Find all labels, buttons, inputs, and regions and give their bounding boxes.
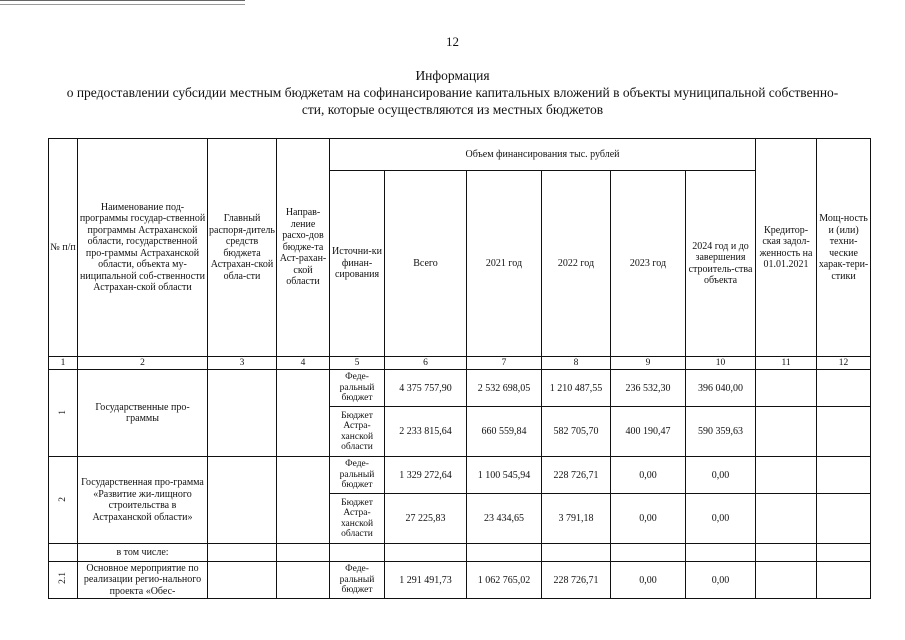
header-total: Всего [385,171,467,357]
y2022-cell: 3 791,18 [542,494,611,544]
header-debt: Кредитор-ская задол-женность на 01.01.2021 [756,139,817,357]
empty-cell [817,544,871,562]
row-number-text: 1 [57,409,68,415]
colnum-11: 11 [756,357,817,370]
header-2024: 2024 год и до завершения строитель-ства объекта [686,171,756,357]
capacity-cell [817,457,871,494]
y2021-cell: 23 434,65 [467,494,542,544]
debt-cell [756,457,817,494]
y2023-cell: 0,00 [611,494,686,544]
header-2023: 2023 год [611,171,686,357]
y2023-cell: 236 532,30 [611,370,686,407]
colnum-7: 7 [467,357,542,370]
source-cell: Феде-ральный бюджет [330,370,385,407]
empty-cell [542,544,611,562]
colnum-1: 1 [49,357,78,370]
empty-cell [686,544,756,562]
colnum-10: 10 [686,357,756,370]
table-row [49,562,871,599]
header-row-1 [49,139,871,171]
row-name: Государственная про-грамма «Развитие жи-лищного строительства в Астраханской области» [78,457,208,544]
capacity-cell [817,407,871,457]
source-cell: Бюджет Астра-ханской области [330,407,385,457]
colnum-5: 5 [330,357,385,370]
title-line-1: Информация [415,68,490,83]
y2021-cell: 660 559,84 [467,407,542,457]
y2023-cell: 400 190,47 [611,407,686,457]
source-cell: Феде-ральный бюджет [330,562,385,599]
row-manager [208,457,277,544]
header-source: Источни-ки финан-сирования [330,171,385,357]
empty-cell [467,544,542,562]
y2024-cell: 0,00 [686,494,756,544]
colnum-6: 6 [385,357,467,370]
colnum-4: 4 [277,357,330,370]
total-cell: 27 225,83 [385,494,467,544]
y2021-cell: 2 532 698,05 [467,370,542,407]
debt-cell [756,407,817,457]
header-2021: 2021 год [467,171,542,357]
y2022-cell: 1 210 487,55 [542,370,611,407]
colnum-2: 2 [78,357,208,370]
y2024-cell: 590 359,63 [686,407,756,457]
colnum-3: 3 [208,357,277,370]
financing-table [48,138,871,599]
row-number-text: 2 [57,496,68,502]
table-row [49,544,871,562]
title-line-3: сти, которые осуществляются из местных бюджетов [301,102,604,117]
empty-cell [385,544,467,562]
y2023-cell: 0,00 [611,457,686,494]
top-rule-2 [0,4,245,5]
row-name: Основное мероприятие по реализации регио-нального проекта «Обес- [78,562,208,599]
header-manager: Главный распоря-дитель средств бюджета Астрахан-ской обла-сти [208,139,277,357]
capacity-cell [817,370,871,407]
title-line-2: о предоставлении субсидии местным бюджетам на софинансирование капитальных вложений в объекты муниципальной собственно- [66,85,839,100]
header-financing-group: Объем финансирования тыс. рублей [330,139,756,171]
y2022-cell: 582 705,70 [542,407,611,457]
row-number-text: 2.1 [57,572,68,584]
row-manager [208,562,277,599]
debt-cell [756,562,817,599]
document-title [0,67,905,118]
empty-cell [49,544,78,562]
empty-cell [756,544,817,562]
debt-cell [756,494,817,544]
header-num: № п/п [49,139,78,357]
empty-cell [208,544,277,562]
source-cell: Феде-ральный бюджет [330,457,385,494]
y2024-cell: 0,00 [686,562,756,599]
including-label: в том числе: [78,544,208,562]
table-row [49,457,871,494]
y2022-cell: 228 726,71 [542,457,611,494]
empty-cell [611,544,686,562]
y2022-cell: 228 726,71 [542,562,611,599]
header-direction: Направ-ление расхо-дов бюдже-та Аст-рахан-ской области [277,139,330,357]
y2024-cell: 0,00 [686,457,756,494]
table-row [49,370,871,407]
capacity-cell [817,562,871,599]
colnum-8: 8 [542,357,611,370]
y2023-cell: 0,00 [611,562,686,599]
header-name: Наименование под-программы государ-ственной программы Астраханской области, государственной про-граммы Астраханской области, объекта му-ниципальной соб-ственности Астрахан-ской области [78,139,208,357]
row-number [49,457,78,544]
colnum-9: 9 [611,357,686,370]
row-manager [208,370,277,457]
total-cell: 1 291 491,73 [385,562,467,599]
page-number: 12 [446,34,459,49]
row-name: Государственные про-граммы [78,370,208,457]
row-number [49,370,78,457]
empty-cell [330,544,385,562]
total-cell: 4 375 757,90 [385,370,467,407]
top-rule [0,0,245,1]
total-cell: 1 329 272,64 [385,457,467,494]
row-direction [277,562,330,599]
empty-cell [277,544,330,562]
y2021-cell: 1 062 765,02 [467,562,542,599]
header-capacity: Мощ-ность и (или) техни-ческие харак-тери-стики [817,139,871,357]
colnum-12: 12 [817,357,871,370]
header-2022: 2022 год [542,171,611,357]
capacity-cell [817,494,871,544]
source-cell: Бюджет Астра-ханской области [330,494,385,544]
total-cell: 2 233 815,64 [385,407,467,457]
column-number-row [49,357,871,370]
y2024-cell: 396 040,00 [686,370,756,407]
row-number [49,562,78,599]
y2021-cell: 1 100 545,94 [467,457,542,494]
row-direction [277,457,330,544]
debt-cell [756,370,817,407]
row-direction [277,370,330,457]
